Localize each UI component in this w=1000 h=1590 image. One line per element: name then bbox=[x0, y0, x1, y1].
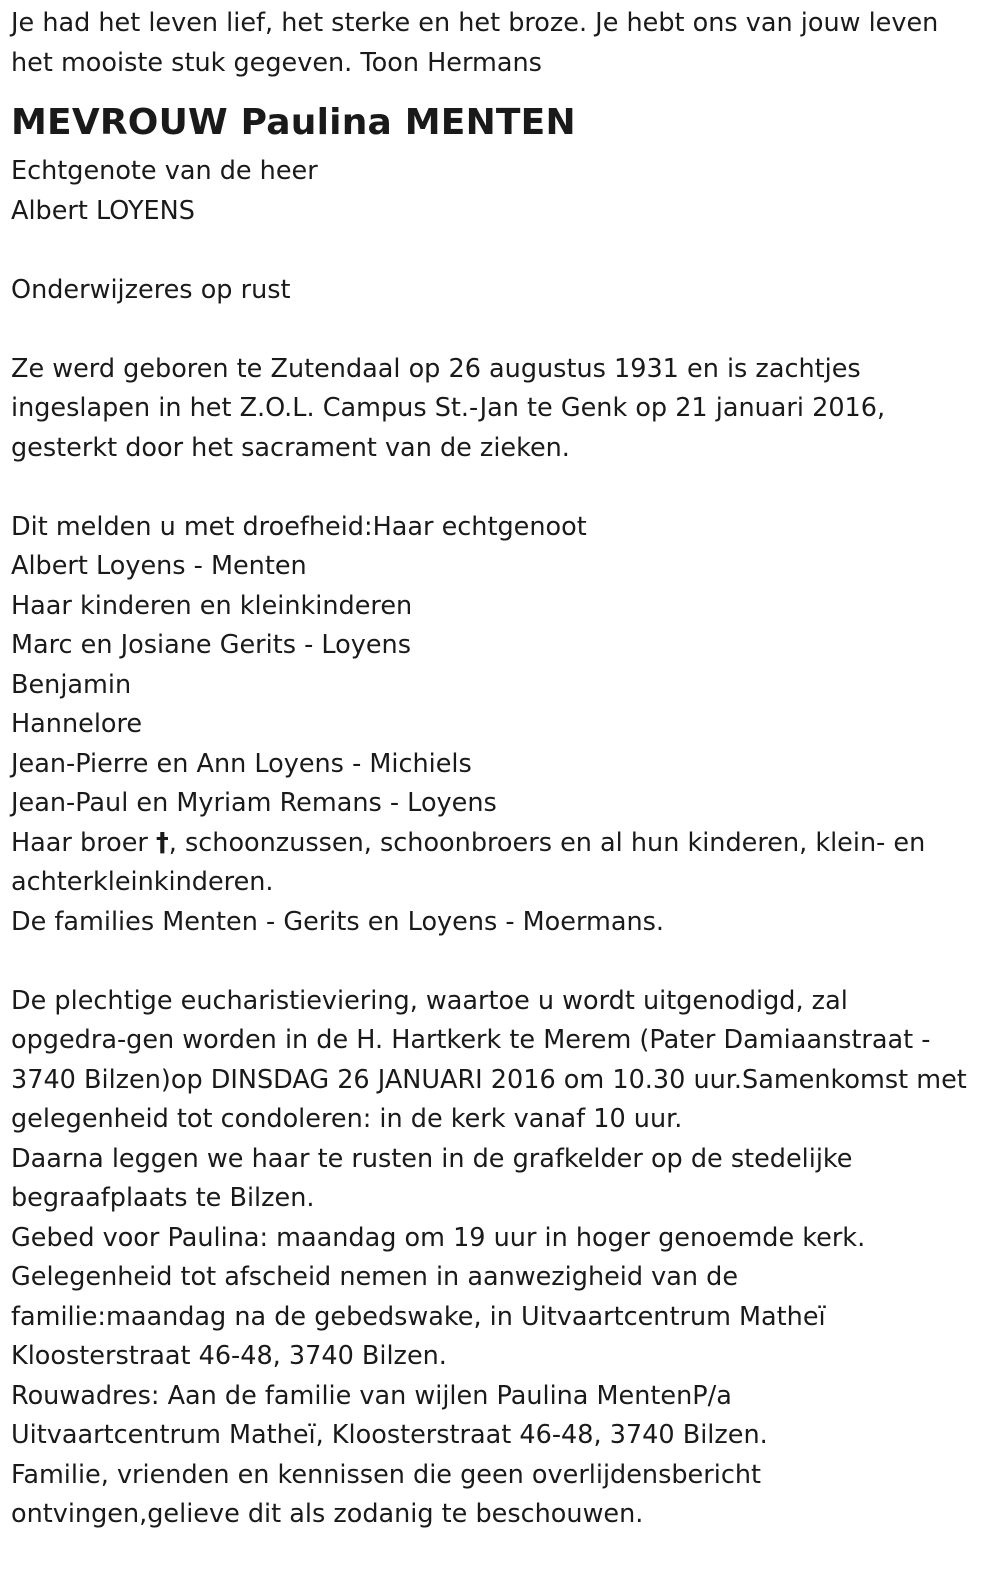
family-list bbox=[11, 508, 982, 943]
ceremony-line: familie:maandag na de gebedswake, in Uitvaartcentrum Matheï bbox=[11, 1301, 826, 1332]
family-line: Benjamin bbox=[11, 669, 132, 700]
family-line: Dit melden u met droefheid:Haar echtgenoot bbox=[11, 511, 587, 542]
ceremony-line: Gelegenheid tot afscheid nemen in aanwezigheid van de bbox=[11, 1262, 739, 1292]
spacer bbox=[11, 942, 982, 982]
paragraph-line: ingeslapen in het Z.O.L. Campus St.-Jan te Genk op 21 januari 2016, bbox=[11, 393, 886, 423]
ceremony-line: 3740 Bilzen)op DINSDAG 26 JANUARI 2016 om 10.30 uur.Samenkomst met bbox=[11, 1064, 967, 1095]
ceremony-line: Rouwadres: Aan de familie van wijlen Paulina MentenP/a bbox=[11, 1380, 732, 1411]
brother-prefix: Haar broer bbox=[11, 827, 157, 858]
ceremony-line: begraafplaats te Bilzen. bbox=[11, 1183, 315, 1213]
family-line: Jean-Paul en Myriam Remans - Loyens bbox=[11, 788, 497, 818]
spouse-name: Albert LOYENS bbox=[11, 195, 195, 226]
family-line: Hannelore bbox=[11, 709, 143, 739]
ceremony-details bbox=[11, 982, 982, 1535]
ceremony-line: gelegenheid tot condoleren: in de kerk vanaf 10 uur. bbox=[11, 1104, 683, 1134]
family-line: achterkleinkinderen. bbox=[11, 867, 274, 897]
ceremony-line: Familie, vrienden en kennissen die geen overlijdensbericht bbox=[11, 1459, 761, 1490]
paragraph-line: Ze werd geboren te Zutendaal op 26 augustus 1931 en is zachtjes bbox=[11, 353, 861, 384]
spouse-info bbox=[11, 152, 982, 231]
spacer bbox=[11, 468, 982, 508]
ceremony-line: ontvingen,gelieve dit als zodanig te beschouwen. bbox=[11, 1499, 644, 1529]
family-line: Albert Loyens - Menten bbox=[11, 551, 307, 581]
paragraph-line: gesterkt door het sacrament van de zieken. bbox=[11, 432, 570, 463]
family-line: Haar kinderen en kleinkinderen bbox=[11, 590, 413, 621]
ceremony-line: De plechtige eucharistieviering, waartoe u wordt uitgenodigd, zal bbox=[11, 985, 848, 1016]
birth-death-paragraph bbox=[11, 350, 982, 469]
ceremony-line: opgedra-gen worden in de H. Hartkerk te Merem (Pater Damiaanstraat - bbox=[11, 1025, 931, 1055]
cross-icon: † bbox=[156, 827, 169, 858]
families-line: De families Menten - Gerits en Loyens - Moermans. bbox=[11, 906, 665, 937]
ceremony-line: Kloosterstraat 46-48, 3740 Bilzen. bbox=[11, 1341, 447, 1371]
quote-line: het mooiste stuk gegeven. Toon Hermans bbox=[11, 47, 542, 78]
opening-quote bbox=[11, 4, 982, 83]
spacer bbox=[11, 231, 982, 271]
brother-line bbox=[11, 824, 982, 864]
spouse-line: Echtgenote van de heer bbox=[11, 156, 318, 186]
ceremony-line: Uitvaartcentrum Matheï, Kloosterstraat 46-48, 3740 Bilzen. bbox=[11, 1420, 768, 1450]
brother-suffix: , schoonzussen, schoonbroers en al hun kinderen, klein- en bbox=[168, 827, 926, 858]
family-line: Jean-Pierre en Ann Loyens - Michiels bbox=[11, 748, 472, 779]
deceased-name-title: MEVROUW Paulina MENTEN bbox=[11, 102, 576, 143]
spacer bbox=[11, 310, 982, 350]
family-line: Marc en Josiane Gerits - Loyens bbox=[11, 630, 412, 660]
occupation: Onderwijzeres op rust bbox=[11, 274, 291, 305]
ceremony-line: Daarna leggen we haar te rusten in de grafkelder op de stedelijke bbox=[11, 1143, 853, 1174]
ceremony-line: Gebed voor Paulina: maandag om 19 uur in hoger genoemde kerk. bbox=[11, 1222, 866, 1253]
quote-line: Je had het leven lief, het sterke en het broze. Je hebt ons van jouw leven bbox=[11, 8, 939, 38]
